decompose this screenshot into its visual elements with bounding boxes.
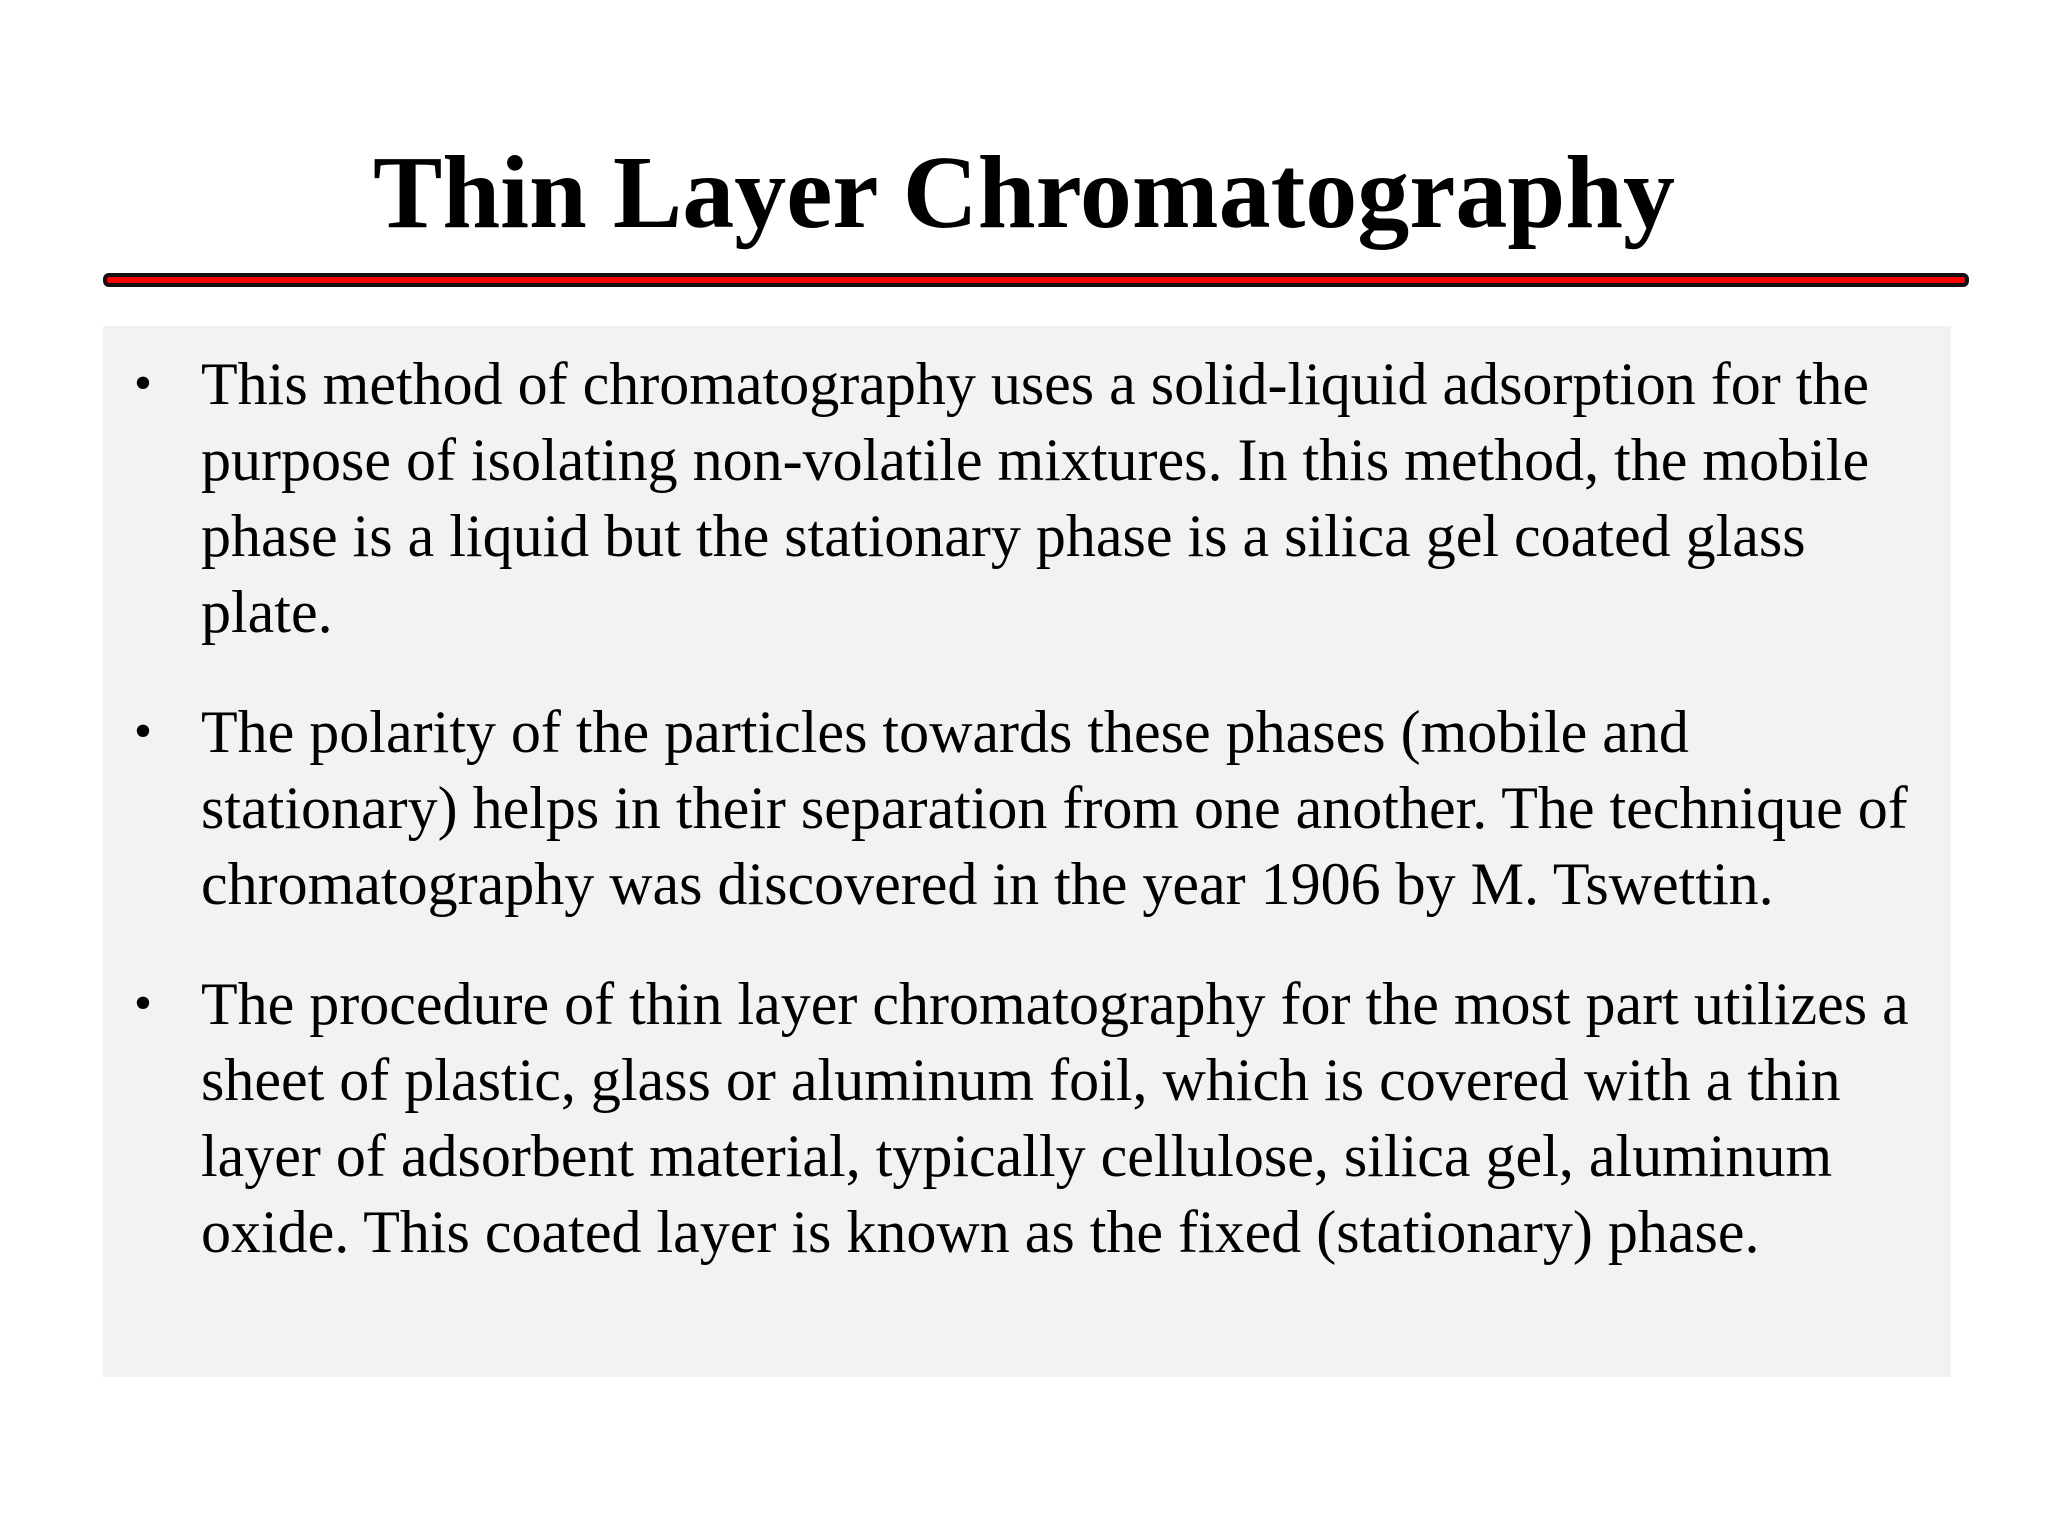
bullet-text: The procedure of thin layer chromatography for the most part utilizes a sheet of plastic, glass or aluminum foil, which is covered with a thin layer of adsorbent material, typically cellulose, silica gel, aluminum oxide. This coated layer is known as the fixed (stationary) phase. bbox=[201, 971, 1909, 1265]
bullet-list bbox=[103, 346, 1931, 1270]
title-underline-rule bbox=[103, 273, 1969, 287]
bullet-item bbox=[103, 966, 1931, 1270]
bullet-text: This method of chromatography uses a solid-liquid adsorption for the purpose of isolating non-volatile mixtures. In this method, the mobile phase is a liquid but the stationary phase is a silica gel coated glass plate. bbox=[201, 351, 1870, 645]
bullet-dot-icon: • bbox=[133, 355, 153, 412]
slide-title: Thin Layer Chromatography bbox=[372, 135, 1676, 250]
bullet-text: The polarity of the particles towards these phases (mobile and stationary) helps in their separation from one another. The technique of chromatography was discovered in the year 1906 by M. Tswettin. bbox=[201, 699, 1908, 917]
bullet-dot-icon: • bbox=[133, 703, 153, 760]
bullet-item bbox=[103, 694, 1931, 922]
content-panel bbox=[103, 326, 1951, 1377]
bullet-item bbox=[103, 346, 1931, 650]
bullet-dot-icon: • bbox=[133, 975, 153, 1032]
